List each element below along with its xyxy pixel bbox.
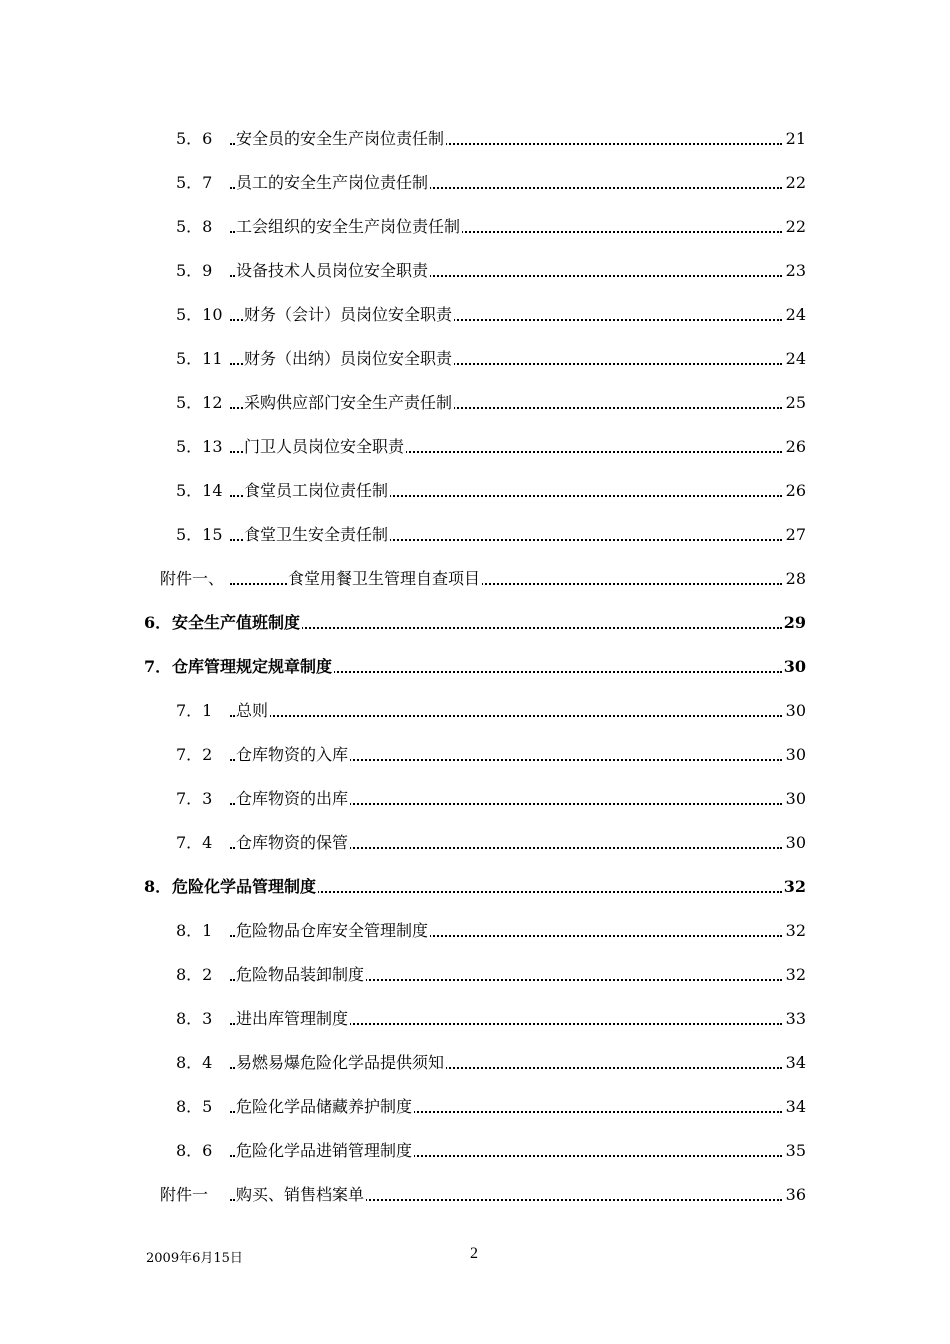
toc-entry[interactable] xyxy=(0,435,950,479)
toc-chapter[interactable] xyxy=(0,611,950,655)
toc-chapter-page: 30 xyxy=(782,655,806,679)
toc-entry-number: 5．14 xyxy=(176,481,223,500)
toc-entry-number: 5．9 xyxy=(176,261,213,280)
toc-entry-number: 8．4 xyxy=(176,1053,213,1072)
toc-entry-page: 21 xyxy=(784,127,806,151)
toc-entry-number: 8．6 xyxy=(176,1141,213,1160)
toc-entry-page: 22 xyxy=(784,171,806,195)
toc-entry-title: 采购供应部门安全生产责任制 xyxy=(244,391,454,415)
toc-entry-title: 设备技术人员岗位安全职责 xyxy=(236,259,430,283)
toc-chapter-title: 安全生产值班制度 xyxy=(172,611,302,635)
toc-entry-number: 8．5 xyxy=(176,1097,213,1116)
toc-entry-number: 5．11 xyxy=(176,349,223,368)
toc-entry-number: 7．3 xyxy=(176,789,213,808)
toc-entry-title: 危险物品装卸制度 xyxy=(236,963,366,987)
toc-entry[interactable] xyxy=(0,479,950,523)
toc-entry-title: 仓库物资的保管 xyxy=(236,831,350,855)
toc-entry-title: 员工的安全生产岗位责任制 xyxy=(236,171,430,195)
toc-entry[interactable] xyxy=(0,523,950,567)
toc-entry[interactable] xyxy=(0,699,950,743)
toc-entry[interactable] xyxy=(0,171,950,215)
toc-entry-title: 食堂用餐卫生管理自查项目 xyxy=(288,567,482,591)
toc-entry[interactable] xyxy=(0,127,950,171)
toc-chapter[interactable] xyxy=(0,875,950,919)
toc-entry[interactable] xyxy=(0,919,950,963)
toc-entry-page: 30 xyxy=(784,699,806,723)
toc-entry[interactable] xyxy=(0,1139,950,1183)
toc-chapter-title: 仓库管理规定规章制度 xyxy=(172,655,334,679)
toc-entry-page: 30 xyxy=(784,743,806,767)
toc-entry-title: 易燃易爆危险化学品提供须知 xyxy=(236,1051,446,1075)
toc-entry-title: 安全员的安全生产岗位责任制 xyxy=(236,127,446,151)
toc-entry-title: 总则 xyxy=(236,699,270,723)
toc-entry-number: 5．8 xyxy=(176,217,213,236)
toc-entry-page: 26 xyxy=(784,435,806,459)
toc-entry-page: 23 xyxy=(784,259,806,283)
toc-entry-appendix[interactable] xyxy=(0,567,950,611)
toc-chapter[interactable] xyxy=(0,655,950,699)
toc-entry-title: 危险物品仓库安全管理制度 xyxy=(236,919,430,943)
toc-entry-number: 5．6 xyxy=(176,129,213,148)
toc-chapter-number: 8． xyxy=(144,877,172,896)
dot-leader xyxy=(230,715,782,717)
toc-entry-number: 7．2 xyxy=(176,745,213,764)
toc-entry-title: 购买、销售档案单 xyxy=(236,1183,366,1207)
toc-entry-number: 8．2 xyxy=(176,965,213,984)
toc-entry-title: 危险化学品储藏养护制度 xyxy=(236,1095,414,1119)
toc-entry-title: 食堂员工岗位责任制 xyxy=(244,479,390,503)
dot-leader xyxy=(230,627,782,629)
toc-entry-page: 32 xyxy=(784,919,806,943)
toc-entry-page: 30 xyxy=(784,787,806,811)
toc-entry[interactable] xyxy=(0,215,950,259)
toc-entry-page: 34 xyxy=(784,1095,806,1119)
toc-entry-page: 26 xyxy=(784,479,806,503)
toc-entry-appendix[interactable] xyxy=(0,1183,950,1227)
toc-entry-title: 进出库管理制度 xyxy=(236,1007,350,1031)
toc-entry-title: 工会组织的安全生产岗位责任制 xyxy=(236,215,462,239)
toc-entry[interactable] xyxy=(0,963,950,1007)
toc-entry[interactable] xyxy=(0,1095,950,1139)
toc-entry-page: 33 xyxy=(784,1007,806,1031)
toc-entry-page: 34 xyxy=(784,1051,806,1075)
toc-entry-number: 8．1 xyxy=(176,921,213,940)
toc-entry[interactable] xyxy=(0,391,950,435)
toc-entry-page: 32 xyxy=(784,963,806,987)
toc-entry-title: 食堂卫生安全责任制 xyxy=(244,523,390,547)
toc-entry-number: 5．7 xyxy=(176,173,213,192)
toc-entry-page: 27 xyxy=(784,523,806,547)
toc-chapter-number: 7． xyxy=(144,657,172,676)
toc-entry-number: 8．3 xyxy=(176,1009,213,1028)
toc-entry[interactable] xyxy=(0,743,950,787)
toc-entry-page: 28 xyxy=(784,567,806,591)
toc-entry-number: 附件一、 xyxy=(160,569,225,588)
footer-page-number: 2 xyxy=(470,1245,478,1262)
toc-entry-number: 5．10 xyxy=(176,305,223,324)
toc-entry-page: 35 xyxy=(784,1139,806,1163)
toc-entry-title: 财务（出纳）员岗位安全职责 xyxy=(244,347,454,371)
toc-entry-title: 危险化学品进销管理制度 xyxy=(236,1139,414,1163)
toc-entry-number: 附件一 xyxy=(160,1185,209,1204)
toc-chapter-page: 29 xyxy=(782,611,806,635)
toc-entry-title: 仓库物资的出库 xyxy=(236,787,350,811)
toc-entry[interactable] xyxy=(0,1051,950,1095)
toc-entry-page: 25 xyxy=(784,391,806,415)
toc-entry-number: 5．12 xyxy=(176,393,223,412)
toc-entry-page: 24 xyxy=(784,347,806,371)
toc-entry[interactable] xyxy=(0,787,950,831)
footer-date: 2009年6月15日 xyxy=(146,1251,243,1266)
toc-entry-title: 财务（会计）员岗位安全职责 xyxy=(244,303,454,327)
toc-entry[interactable] xyxy=(0,347,950,391)
toc-entry-number: 7．1 xyxy=(176,701,213,720)
toc-entry[interactable] xyxy=(0,831,950,875)
toc-entry-page: 30 xyxy=(784,831,806,855)
toc-chapter-number: 6． xyxy=(144,613,172,632)
toc-entry-number: 5．13 xyxy=(176,437,223,456)
toc-entry-title: 仓库物资的入库 xyxy=(236,743,350,767)
toc-entry-number: 5．15 xyxy=(176,525,223,544)
toc-entry[interactable] xyxy=(0,1007,950,1051)
toc-entry[interactable] xyxy=(0,303,950,347)
toc-entry-page: 22 xyxy=(784,215,806,239)
toc-entry-title: 门卫人员岗位安全职责 xyxy=(244,435,406,459)
toc-entry[interactable] xyxy=(0,259,950,303)
table-of-contents xyxy=(0,127,950,1227)
toc-entry-number: 7．4 xyxy=(176,833,213,852)
toc-entry-page: 24 xyxy=(784,303,806,327)
toc-chapter-page: 32 xyxy=(782,875,806,899)
toc-chapter-title: 危险化学品管理制度 xyxy=(172,875,318,899)
toc-entry-page: 36 xyxy=(784,1183,806,1207)
